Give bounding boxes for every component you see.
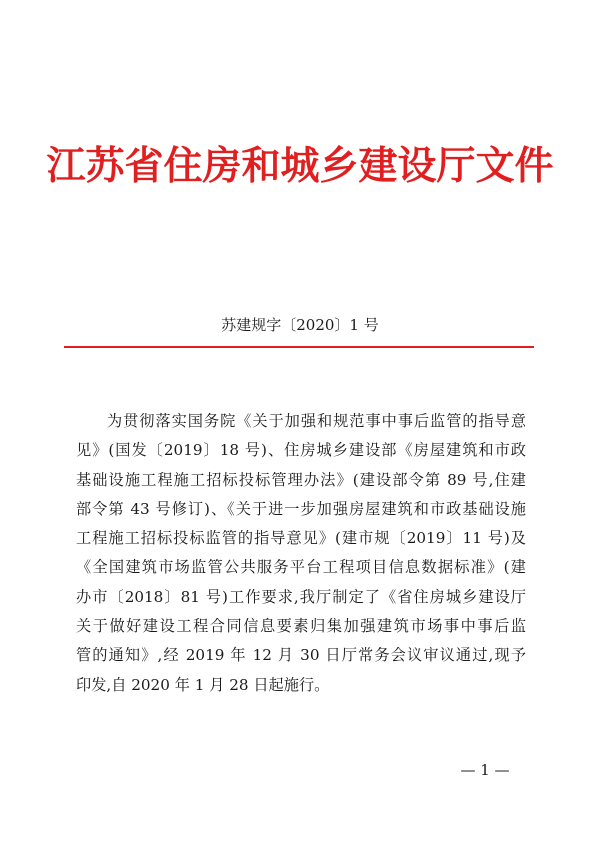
body-line: 《全国建筑市场监管公共服务平台工程项目信息数据标准》(建 <box>76 558 526 577</box>
body-line: 管的通知》,经 2019 年 12 月 30 日厅常务会议审议通过,现予 <box>76 646 526 665</box>
body-line: 基础设施工程施工招标投标管理办法》(建设部令第 89 号,住建 <box>76 470 526 489</box>
body-line: 关于做好建设工程合同信息要素归集加强建筑市场事中事后监 <box>76 617 526 636</box>
body-line: 工程施工招标投标监管的指导意见》(建市规〔2019〕11 号)及 <box>76 529 526 548</box>
body-line: 为贯彻落实国务院《关于加强和规范事中事后监管的指导意 <box>107 412 526 430</box>
body-line: 印发,自 2020 年 1 月 28 日起施行。 <box>76 675 330 694</box>
body-line: 办市〔2018〕81 号)工作要求,我厅制定了《省住房城乡建设厅 <box>76 587 526 606</box>
red-divider-line <box>64 346 534 348</box>
body-line: 部令第 43 号修订)、《关于进一步加强房屋建筑和市政基础设施 <box>76 499 526 518</box>
document-title: 江苏省住房和城乡建设厅文件 <box>46 143 554 189</box>
document-number: 苏建规字〔2020〕1 号 <box>221 316 379 334</box>
body-line: 见》(国发〔2019〕18 号)、住房城乡建设部《房屋建筑和市政 <box>76 441 526 460</box>
body-paragraph <box>76 407 526 700</box>
page-number: — 1 — <box>460 761 510 779</box>
